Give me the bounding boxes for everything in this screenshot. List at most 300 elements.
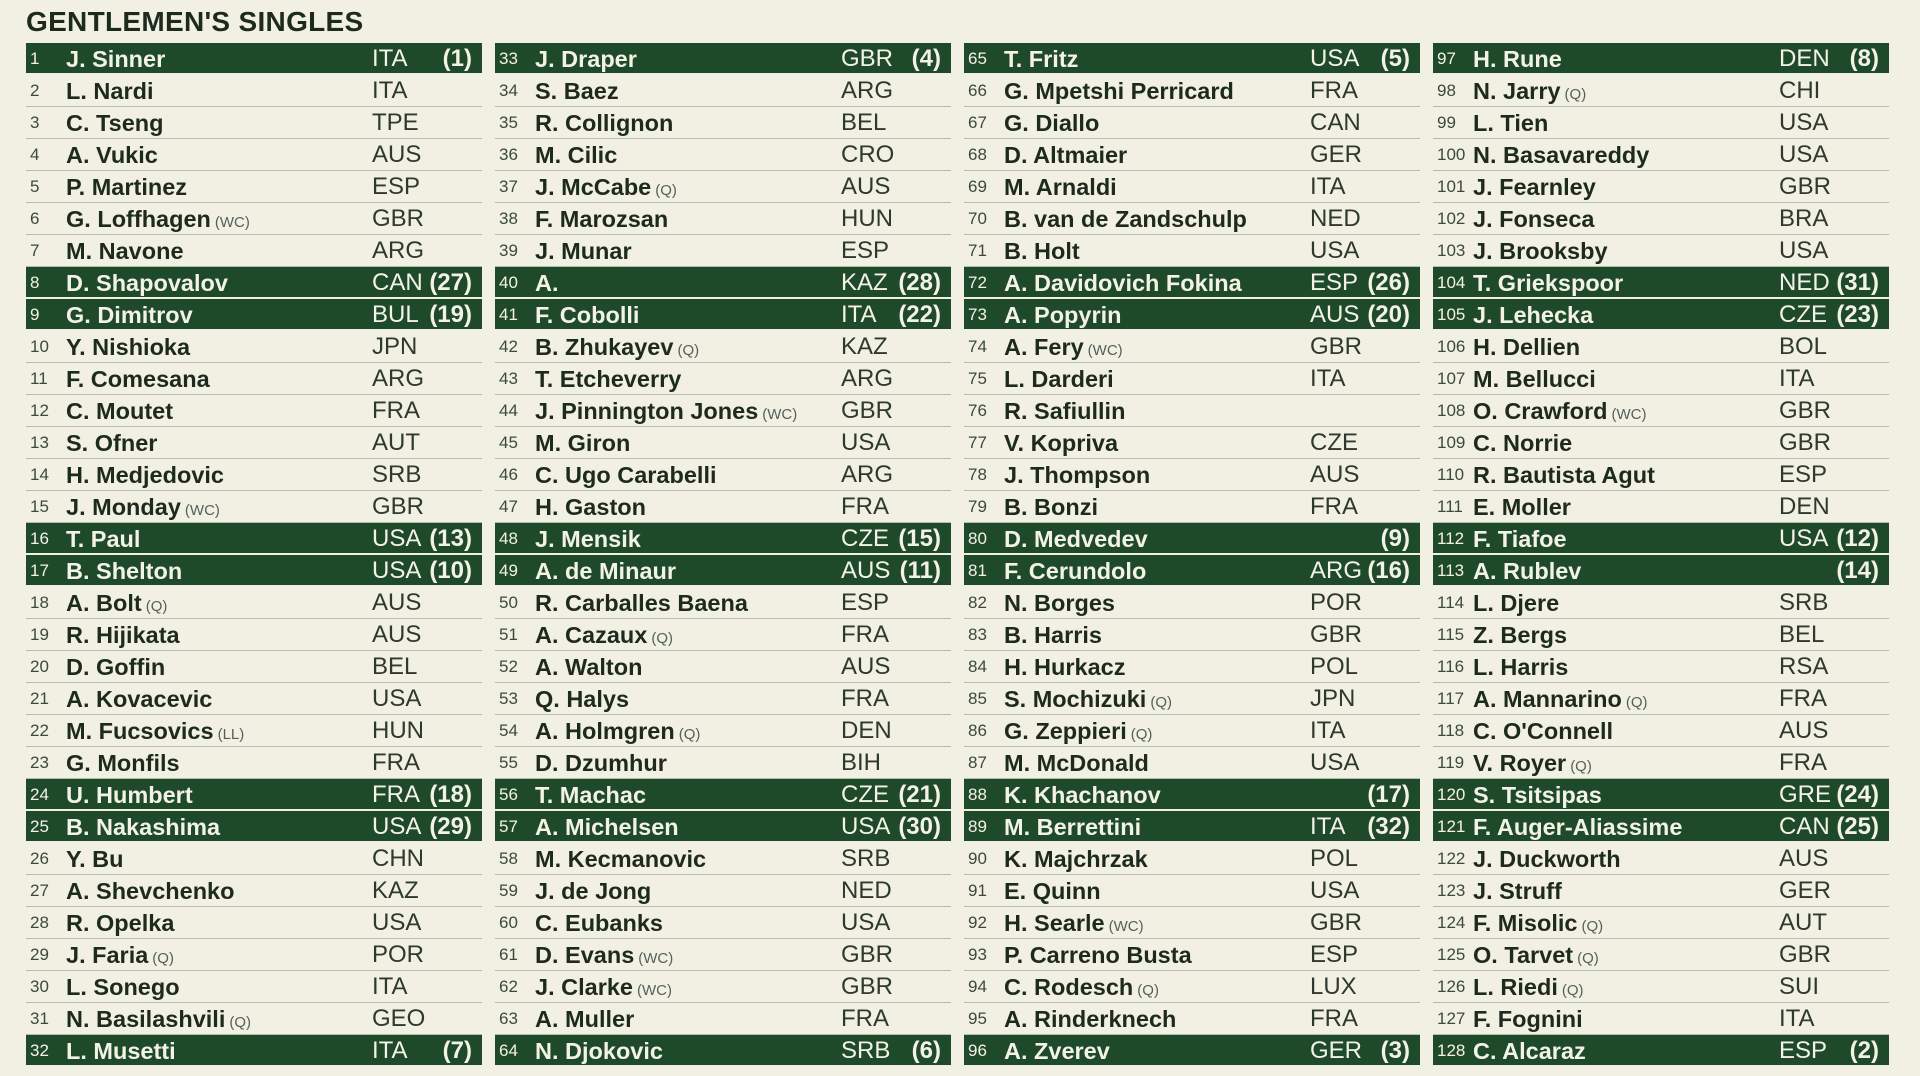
player-name — [66, 651, 165, 683]
country-code: AUS — [1779, 717, 1829, 744]
player-name-text: C. Norrie — [1473, 430, 1573, 456]
country-code: GBR — [1779, 397, 1832, 424]
draw-position: 42 — [499, 337, 518, 356]
player-name — [535, 331, 699, 367]
player-row — [26, 939, 482, 971]
player-name-text: M. Fucsovics — [66, 718, 214, 744]
player-name — [1004, 363, 1114, 395]
player-row — [26, 619, 482, 651]
player-name — [66, 43, 165, 75]
player-name-text: J. Fonseca — [1473, 206, 1595, 232]
player-row — [495, 811, 951, 843]
country-code: GRE — [1779, 781, 1832, 808]
country-code: FRA — [841, 493, 889, 520]
country-code: GBR — [1779, 941, 1832, 968]
player-name — [1004, 811, 1141, 843]
draw-position: 86 — [968, 721, 987, 740]
player-name — [1004, 779, 1161, 811]
country-code: GBR — [372, 493, 425, 520]
entry-status: (WC) — [1611, 406, 1647, 423]
player-name — [1473, 907, 1603, 943]
player-row — [26, 555, 482, 587]
player-name-text: S. Ofner — [66, 430, 158, 456]
country-code: AUT — [372, 429, 420, 456]
country-code: FRA — [841, 1005, 889, 1032]
country-code: AUS — [841, 653, 891, 680]
player-row — [26, 395, 482, 427]
draw-position: 90 — [968, 849, 987, 868]
player-name-text: B. Nakashima — [66, 814, 221, 840]
player-name-text: S. Mochizuki — [1004, 686, 1147, 712]
page-title: GENTLEMEN'S SINGLES — [26, 6, 364, 37]
draw-position: 85 — [968, 689, 987, 708]
country-code: AUS — [372, 141, 422, 168]
draw-position: 30 — [30, 977, 49, 996]
player-row — [964, 267, 1420, 299]
player-name-text: L. Musetti — [66, 1038, 176, 1064]
draw-position: 124 — [1437, 913, 1466, 932]
player-row — [1433, 747, 1889, 779]
player-name — [535, 235, 632, 267]
seed-number: (1) — [442, 45, 472, 72]
player-name-text: L. Sonego — [66, 974, 180, 1000]
player-row — [26, 1035, 482, 1067]
country-code: BEL — [1779, 621, 1825, 648]
country-code: SRB — [372, 461, 422, 488]
draw-position: 88 — [968, 785, 987, 804]
player-row — [964, 43, 1420, 75]
player-row — [495, 875, 951, 907]
player-name — [535, 75, 619, 107]
country-code: FRA — [372, 397, 420, 424]
player-name-text: N. Jarry — [1473, 78, 1561, 104]
player-name-text: T. Etcheverry — [535, 366, 682, 392]
draw-position: 77 — [968, 433, 987, 452]
player-name — [66, 107, 164, 139]
entry-status: (WC) — [636, 982, 672, 999]
draw-position: 84 — [968, 657, 987, 676]
draw-position: 102 — [1437, 209, 1466, 228]
draw-column — [26, 43, 482, 1067]
entry-status: (WC) — [1108, 918, 1144, 935]
player-name-text: G. Diallo — [1004, 110, 1100, 136]
draw-position: 125 — [1437, 945, 1466, 964]
draw-position: 1 — [30, 49, 40, 68]
country-code: SRB — [1779, 589, 1829, 616]
country-code: CAN — [372, 269, 423, 296]
draw-position: 118 — [1437, 721, 1465, 740]
country-code: HUN — [372, 717, 424, 744]
country-code: FRA — [1779, 749, 1827, 776]
player-row — [26, 491, 482, 523]
player-row — [964, 427, 1420, 459]
draw-position: 123 — [1437, 881, 1466, 900]
player-name — [1004, 235, 1080, 267]
player-name-text: A. de Minaur — [535, 558, 677, 584]
player-name-text: C. Eubanks — [535, 910, 663, 936]
country-code: GER — [1310, 141, 1363, 168]
player-name — [1004, 491, 1098, 523]
seed-number: (31) — [1836, 269, 1879, 296]
draw-position: 20 — [30, 657, 49, 676]
player-name — [1473, 523, 1567, 555]
player-name-text: M. Cilic — [535, 142, 618, 168]
player-name-text: D. Evans — [535, 942, 635, 968]
player-name — [1004, 267, 1242, 299]
country-code: USA — [1779, 237, 1829, 264]
player-name — [535, 875, 651, 907]
player-row — [964, 587, 1420, 619]
player-row — [26, 587, 482, 619]
player-name-text: J. Draper — [535, 46, 637, 72]
country-code: ITA — [1310, 813, 1346, 840]
country-code: GBR — [841, 973, 894, 1000]
player-row — [1433, 299, 1889, 331]
player-name — [66, 459, 224, 491]
player-name — [1473, 587, 1559, 619]
draw-position: 94 — [968, 977, 987, 996]
draw-position: 21 — [30, 689, 49, 708]
player-row — [495, 395, 951, 427]
player-row — [495, 491, 951, 523]
player-row — [964, 555, 1420, 587]
player-row — [1433, 235, 1889, 267]
player-row — [1433, 587, 1889, 619]
player-row — [495, 459, 951, 491]
player-row — [964, 203, 1420, 235]
player-row — [26, 843, 482, 875]
draw-position: 112 — [1437, 529, 1465, 548]
player-name — [535, 491, 646, 523]
player-name — [535, 203, 668, 235]
draw-position: 62 — [499, 977, 518, 996]
country-code: ESP — [372, 173, 421, 200]
player-name — [66, 171, 187, 203]
player-row — [26, 747, 482, 779]
country-code: USA — [1779, 109, 1829, 136]
seed-number: (10) — [429, 557, 472, 584]
player-row — [964, 843, 1420, 875]
player-row — [964, 491, 1420, 523]
country-code: BRA — [1779, 205, 1829, 232]
entry-status: (Q) — [655, 182, 677, 199]
seed-number: (28) — [898, 269, 941, 296]
player-name — [535, 715, 700, 751]
player-name-text: M. Arnaldi — [1004, 174, 1117, 200]
player-name-text: L. Harris — [1473, 654, 1569, 680]
player-row — [964, 299, 1420, 331]
country-code: AUS — [1310, 461, 1360, 488]
draw-position: 29 — [30, 945, 49, 964]
player-row — [1433, 267, 1889, 299]
player-name-text: F. Marozsan — [535, 206, 669, 232]
player-name — [1004, 587, 1115, 619]
draw-position: 104 — [1437, 273, 1466, 292]
draw-position: 98 — [1437, 81, 1456, 100]
country-code: GBR — [1779, 173, 1832, 200]
player-name-text: D. Altmaier — [1004, 142, 1128, 168]
entry-status: (WC) — [638, 950, 674, 967]
country-code: ARG — [841, 461, 894, 488]
country-code: GBR — [1310, 621, 1363, 648]
player-name — [66, 427, 157, 459]
draw-position: 49 — [499, 561, 518, 580]
player-row — [964, 395, 1420, 427]
country-code: POL — [1310, 653, 1359, 680]
player-row — [495, 619, 951, 651]
draw-position: 8 — [30, 273, 40, 292]
country-code: ESP — [841, 237, 890, 264]
draw-position: 36 — [499, 145, 518, 164]
player-name-text: C. Tseng — [66, 110, 164, 136]
country-code: ARG — [372, 237, 425, 264]
player-name — [1473, 171, 1596, 203]
player-row — [26, 75, 482, 107]
seed-number: (26) — [1367, 269, 1410, 296]
seed-number: (3) — [1380, 1037, 1410, 1064]
player-name — [1004, 171, 1117, 203]
player-name — [1473, 363, 1596, 395]
draw-position: 81 — [968, 561, 987, 580]
country-code: CRO — [841, 141, 895, 168]
player-row — [964, 619, 1420, 651]
player-row — [26, 363, 482, 395]
draw-position: 4 — [30, 145, 40, 164]
draw-position: 6 — [30, 209, 40, 228]
player-name-text: A. Kovacevic — [66, 686, 213, 712]
draw-position: 39 — [499, 241, 518, 260]
entry-status: (Q) — [1137, 982, 1159, 999]
draw-position: 80 — [968, 529, 987, 548]
draw-position: 61 — [499, 945, 518, 964]
country-code: USA — [1310, 237, 1360, 264]
player-name-text: A. Mannarino — [1473, 686, 1622, 712]
draw-position: 3 — [30, 113, 40, 132]
draw-position: 53 — [499, 689, 518, 708]
player-name — [1473, 843, 1621, 875]
country-code: ITA — [1310, 365, 1346, 392]
player-name-text: L. Nardi — [66, 78, 154, 104]
player-row — [964, 811, 1420, 843]
player-name-text: O. Crawford — [1473, 398, 1608, 424]
player-name-text: C. Rodesch — [1004, 974, 1134, 1000]
player-name-text: V. Royer — [1473, 750, 1567, 776]
player-name — [1473, 971, 1584, 1007]
player-row — [964, 651, 1420, 683]
country-code: FRA — [1779, 685, 1827, 712]
draw-position: 110 — [1437, 465, 1465, 484]
draw-position: 103 — [1437, 241, 1466, 260]
draw-position: 122 — [1437, 849, 1466, 868]
draw-position: 59 — [499, 881, 518, 900]
player-name — [1473, 875, 1562, 907]
draw-position: 40 — [499, 273, 518, 292]
country-code: POR — [1310, 589, 1363, 616]
entry-status: (WC) — [214, 214, 250, 231]
player-name-text: L. Djere — [1473, 590, 1560, 616]
country-code: KAZ — [372, 877, 419, 904]
country-code: AUS — [841, 173, 891, 200]
player-row — [26, 779, 482, 811]
draw-position: 35 — [499, 113, 518, 132]
country-code: FRA — [1310, 493, 1358, 520]
player-row — [495, 971, 951, 1003]
player-name — [1004, 43, 1078, 75]
player-name — [1473, 555, 1581, 587]
country-code: USA — [1310, 877, 1360, 904]
player-name-text: J. Pinnington Jones — [535, 398, 759, 424]
player-row — [26, 107, 482, 139]
entry-status: (Q) — [651, 630, 673, 647]
player-row — [964, 779, 1420, 811]
country-code: KAZ — [841, 333, 888, 360]
player-name-text: B. Zhukayev — [535, 334, 674, 360]
draw-position: 41 — [499, 305, 518, 324]
entry-status: (WC) — [762, 406, 798, 423]
player-row — [964, 1003, 1420, 1035]
player-name-text: B. Harris — [1004, 622, 1102, 648]
player-name — [66, 683, 212, 715]
player-row — [26, 715, 482, 747]
draw-position: 114 — [1437, 593, 1465, 612]
draw-position: 52 — [499, 657, 518, 676]
entry-status: (Q) — [1130, 726, 1153, 743]
player-row — [495, 331, 951, 363]
player-name — [535, 43, 637, 75]
draw-position: 56 — [499, 785, 518, 804]
draw-position: 91 — [968, 881, 987, 900]
draw-position: 63 — [499, 1009, 518, 1028]
entry-status: (Q) — [1150, 694, 1172, 711]
player-name-text: L. Riedi — [1473, 974, 1558, 1000]
player-name — [66, 139, 158, 171]
country-code: SRB — [841, 1037, 891, 1064]
draw-position: 24 — [30, 785, 49, 804]
player-row — [26, 651, 482, 683]
seed-number: (18) — [429, 781, 472, 808]
draw-position: 82 — [968, 593, 987, 612]
player-name — [66, 907, 174, 939]
entry-status: (WC) — [1087, 342, 1123, 359]
player-name — [1004, 459, 1150, 491]
player-name-text: A. Zverev — [1004, 1038, 1110, 1064]
player-name-text: J. Clarke — [535, 974, 633, 1000]
entry-status: (Q) — [1564, 86, 1587, 103]
player-name — [1004, 555, 1146, 587]
draw-position: 17 — [30, 561, 49, 580]
player-row — [495, 363, 951, 395]
draw-position: 72 — [968, 273, 987, 292]
player-name-text: A. Shevchenko — [66, 878, 235, 904]
player-name — [1473, 747, 1592, 783]
draw-position: 38 — [499, 209, 518, 228]
draw-position: 97 — [1437, 49, 1456, 68]
player-name — [66, 555, 182, 587]
country-code: AUS — [1779, 845, 1829, 872]
draw-position: 22 — [30, 721, 49, 740]
draw-position: 19 — [30, 625, 49, 644]
country-code: GBR — [841, 45, 894, 72]
seed-number: (6) — [911, 1037, 941, 1064]
player-name — [1473, 299, 1593, 331]
player-name-text: A. Michelsen — [535, 814, 679, 840]
player-row — [26, 907, 482, 939]
country-code: DEN — [1779, 45, 1830, 72]
player-row — [495, 715, 951, 747]
draw-position: 64 — [499, 1041, 518, 1060]
player-name — [535, 1035, 663, 1067]
country-code: POR — [372, 941, 425, 968]
seed-number: (19) — [429, 301, 472, 328]
draw-position: 46 — [499, 465, 518, 484]
player-name-text: B. van de Zandschulp — [1004, 206, 1247, 232]
player-name-text: B. Holt — [1004, 238, 1080, 264]
country-code: BIH — [841, 749, 882, 776]
entry-status: (Q) — [229, 1014, 252, 1031]
draw-position: 101 — [1437, 177, 1466, 196]
draw-position: 127 — [1437, 1009, 1466, 1028]
player-name-text: B. Bonzi — [1004, 494, 1098, 520]
country-code: GBR — [372, 205, 425, 232]
country-code: ESP — [841, 589, 890, 616]
country-code: GBR — [1310, 909, 1363, 936]
draw-position: 93 — [968, 945, 987, 964]
draw-position: 55 — [499, 753, 518, 772]
country-code: FRA — [372, 781, 420, 808]
country-code: NED — [841, 877, 892, 904]
draw-position: 78 — [968, 465, 987, 484]
draw-position: 27 — [30, 881, 49, 900]
player-name-text: A. Popyrin — [1004, 302, 1122, 328]
country-code: GER — [1779, 877, 1832, 904]
draw-position: 109 — [1437, 433, 1466, 452]
draw-position: 96 — [968, 1041, 987, 1060]
draw-position: 9 — [30, 305, 40, 324]
country-code: USA — [1779, 525, 1829, 552]
seed-number: (21) — [898, 781, 941, 808]
player-row — [495, 299, 951, 331]
country-code: ITA — [372, 973, 408, 1000]
player-row — [964, 907, 1420, 939]
seed-number: (22) — [898, 301, 941, 328]
country-code: GER — [1310, 1037, 1363, 1064]
country-code: ITA — [1310, 173, 1346, 200]
draw-position: 33 — [499, 49, 518, 68]
draw-position: 66 — [968, 81, 987, 100]
draw-position: 18 — [30, 593, 49, 612]
country-code: GBR — [1310, 333, 1363, 360]
draw-position: 116 — [1437, 657, 1465, 676]
country-code: BEL — [841, 109, 887, 136]
player-row — [1433, 395, 1889, 427]
draw-column — [495, 43, 951, 1067]
draw-position: 51 — [499, 625, 518, 644]
player-name-text: Z. Bergs — [1473, 622, 1568, 648]
player-row — [26, 235, 482, 267]
player-row — [1433, 459, 1889, 491]
player-name-text: F. Cobolli — [535, 302, 640, 328]
country-code: USA — [841, 813, 891, 840]
country-code: AUS — [372, 589, 422, 616]
country-code: ITA — [1779, 1005, 1815, 1032]
seed-number: (12) — [1836, 525, 1879, 552]
player-name — [1004, 971, 1159, 1007]
player-name — [1004, 683, 1172, 719]
player-name-text: L. Darderi — [1004, 366, 1114, 392]
player-name — [535, 907, 663, 939]
player-name — [1473, 43, 1562, 75]
player-name-text: L. Tien — [1473, 110, 1549, 136]
